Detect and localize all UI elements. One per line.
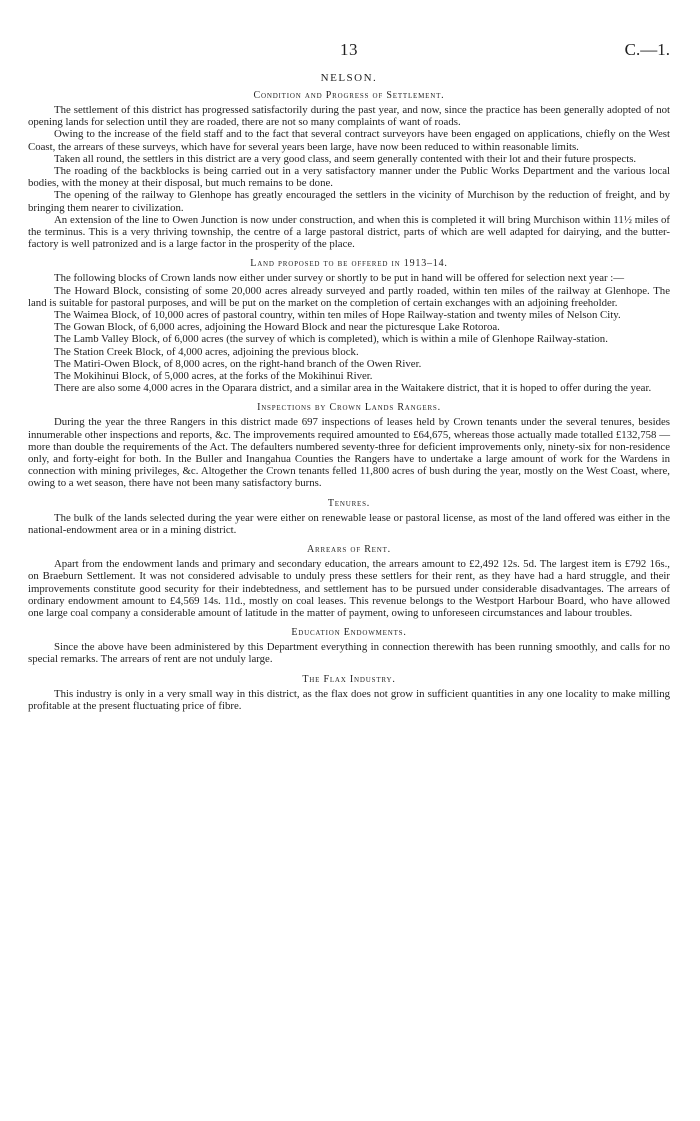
section-heading: Arrears of Rent.: [307, 544, 391, 556]
page-number: 13: [340, 40, 358, 59]
paragraph: The bulk of the lands selected during the year were either on renewable lease or pastoral license, as most of the land offered was either in the national-endowment area or in a mining district.: [28, 511, 670, 536]
paragraph: The following blocks of Crown lands now either under survey or shortly to be put in hand will be offered for selection next year :—: [54, 272, 625, 285]
section-heading: Tenures.: [327, 497, 371, 509]
paragraph: An extension of the line to Owen Junction is now under construction, and when this is completed it will bring Murchison within 11½ miles of the terminus. This is a very thriving township, the centre of a large pastoral district, parts of which are well adapted for dairying, and the butter-factory is well patronized and is a large factor in the prosperity of the place.: [28, 213, 670, 251]
page-header: [28, 40, 670, 62]
paragraph: The Matiri-Owen Block, of 8,000 acres, on the right-hand branch of the Owen River.: [54, 357, 422, 370]
paragraph: The Station Creek Block, of 4,000 acres, adjoining the previous block.: [54, 345, 359, 358]
section-heading: Land proposed to be offered in 1913–14.: [250, 258, 448, 270]
section-heading: Inspections by Crown Lands Rangers.: [257, 402, 441, 414]
section-education-endowments: [28, 627, 670, 665]
paragraph: The roading of the backblocks is being carried out in a very satisfactory manner under the Public Works Department and the various local bodies, with the money at their disposal, but much remains to be done.: [28, 165, 670, 190]
paragraph: This industry is only in a very small way in this district, as the flax does not grow in sufficient quantities in any one locality to make milling profitable at the present fluctuating price of fibre.: [28, 687, 670, 712]
section-land-proposed: [28, 258, 670, 394]
paragraph: The Gowan Block, of 6,000 acres, adjoining the Howard Block and near the picturesque Lake Rotoroa.: [54, 321, 500, 334]
paragraph: Since the above have been administered by this Department everything in connection therewith has been running smoothly, and calls for no special remarks. The arrears of rent are not unduly large.: [28, 641, 670, 666]
section-arrears-of-rent: [28, 544, 670, 619]
paragraph: The settlement of this district has progressed satisfactorily during the past year, and now, since the practice has been generally adopted of not opening lands for selection until they are roaded, there are not so many complaints of want of roads.: [28, 104, 670, 129]
section-heading: The Flax Industry.: [302, 673, 396, 685]
district-title: NELSON.: [320, 72, 378, 84]
section-inspections: [28, 402, 670, 489]
paragraph: The Waimea Block, of 10,000 acres of pastoral country, within ten miles of Hope Railway-station and twenty miles of Nelson City.: [54, 309, 621, 322]
paragraph: Owing to the increase of the field staff and to the fact that several contract surveyors have been engaged on applications, chiefly on the West Coast, the arrears of these surveys, which have for several years been large, have now been reduced to within reasonable limits.: [28, 128, 670, 153]
paragraph: During the year the three Rangers in this district made 697 inspections of leases held by Crown tenants under the several tenures, besides innumerable other inspections and reports, &c. The improvements required amounted to £64,675, whereas those actually made totalled £132,758 —more than double the requirements of the Act. The defaulters numbered seventy-three for deficient improvements only, ninety-six for non-residence only, and forty-eight for both. In the Buller and Inangahua Counties the Rangers have to undertake a large amount of work for the Wardens in connection with mining privileges, &c. Altogether the Crown tenants felled 11,800 acres of bush during the year, mostly on the West Coast, where, owing to a wet season, there have not been many satisfactory burns.: [28, 416, 670, 490]
paragraph: Taken all round, the settlers in this district are a very good class, and seem generally contented with their lot and their future prospects.: [54, 152, 637, 165]
section-flax-industry: [28, 674, 670, 712]
section-tenures: [28, 498, 670, 536]
paragraph: The Mokihinui Block, of 5,000 acres, at the forks of the Mokihinui River.: [54, 370, 373, 383]
paragraph: The Lamb Valley Block, of 6,000 acres (the survey of which is completed), which is within a mile of Glenhope Railway-station.: [54, 333, 608, 346]
document-page: [28, 40, 670, 712]
paragraph: Apart from the endowment lands and primary and secondary education, the arrears amount to £2,492 12s. 5d. The largest item is £792 16s., on Braeburn Settlement. It was not considered advisable to unduly press these settlers for their rent, as they have had a hard struggle, and their improvements constitute good security for their indebtedness, and settlement has to be pursued under considerable disadvantages. The arrears of ordinary endowment amount to £4,569 14s. 11d., mostly on coal leases. This revenue belongs to the Westport Harbour Board, who have allowed one large coal company a considerable amount of latitude in the matter of payment, owing to unforeseen circumstances and labour troubles.: [28, 558, 670, 619]
paragraph: The Howard Block, consisting of some 20,000 acres already surveyed and partly roaded, within ten miles of the railway at Glenhope. The land is suitable for pastoral purposes, and will be put on the market on the completion of certain exchanges with an adjoining freeholder.: [28, 284, 670, 309]
section-heading: Condition and Progress of Settlement.: [253, 90, 445, 101]
paper-reference: C.—1.: [624, 40, 670, 59]
paragraph: There are also some 4,000 acres in the Oparara district, and a similar area in the Waitakere district, that it is hoped to offer during the year.: [54, 382, 652, 395]
section-settlement-progress: [28, 90, 670, 250]
section-heading: Education Endowments.: [291, 627, 407, 639]
paragraph: The opening of the railway to Glenhope has greatly encouraged the settlers in the vicinity of Murchison by the reduction of freight, and by bringing them nearer to civilization.: [28, 189, 670, 214]
